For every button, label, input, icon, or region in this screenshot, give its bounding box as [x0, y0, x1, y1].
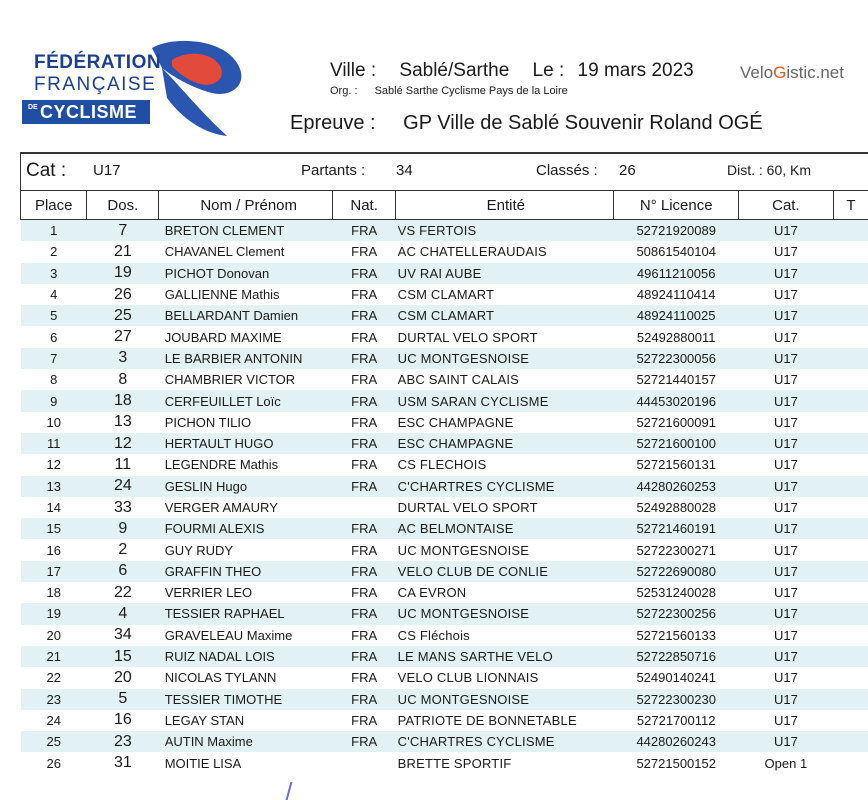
cat-value: U17: [93, 162, 121, 179]
cell-cat: U17: [738, 433, 833, 454]
header-ville-date: [330, 60, 712, 82]
cell-extra: [833, 561, 868, 582]
cell-licence: 52721560133: [614, 625, 739, 646]
table-row: [21, 731, 868, 752]
cell-extra: [833, 518, 868, 539]
cell-cat: U17: [738, 305, 833, 326]
cell-nom: GESLIN Hugo: [159, 476, 333, 497]
cell-cat: U17: [738, 390, 833, 411]
cell-nat: FRA: [333, 561, 396, 582]
table-row: [21, 667, 868, 688]
table-row: [21, 454, 868, 475]
cell-cat: U17: [738, 710, 833, 731]
cell-dos: 24: [87, 476, 159, 497]
cell-place: 15: [21, 518, 87, 539]
cell-dos: 21: [87, 241, 159, 262]
table-row: [21, 476, 868, 497]
cell-extra: [833, 454, 868, 475]
cell-place: 26: [21, 752, 87, 773]
cell-nom: TESSIER TIMOTHE: [159, 689, 333, 710]
ffc-logo: [22, 38, 262, 148]
cell-dos: 8: [87, 369, 159, 390]
cell-entite: VELO CLUB DE CONLIE: [396, 561, 614, 582]
cell-licence: 52722690080: [614, 561, 739, 582]
cell-extra: [833, 582, 868, 603]
cell-extra: [833, 263, 868, 284]
table-row: [21, 412, 868, 433]
cell-nom: BRETON CLEMENT: [159, 220, 333, 242]
cell-dos: 18: [87, 390, 159, 411]
cell-cat: U17: [738, 689, 833, 710]
cell-dos: 25: [87, 305, 159, 326]
cell-licence: 44280260243: [614, 731, 739, 752]
table-row: [21, 326, 868, 347]
epreuve-label: Epreuve :: [290, 112, 376, 134]
cell-extra: [833, 710, 868, 731]
cell-nom: LEGENDRE Mathis: [159, 454, 333, 475]
classes-value: 26: [619, 162, 636, 179]
cell-nat: FRA: [333, 625, 396, 646]
header-org: [330, 85, 582, 97]
cell-cat: U17: [738, 518, 833, 539]
cell-nom: GUY RUDY: [159, 539, 333, 560]
cell-nom: CHAMBRIER VICTOR: [159, 369, 333, 390]
table-row: [21, 539, 868, 560]
cell-nom: HERTAULT HUGO: [159, 433, 333, 454]
cell-nat: FRA: [333, 539, 396, 560]
cell-nat: FRA: [333, 518, 396, 539]
cell-cat: U17: [738, 539, 833, 560]
cell-entite: UC MONTGESNOISE: [396, 603, 614, 624]
cell-extra: [833, 476, 868, 497]
cell-nom: PICHOT Donovan: [159, 263, 333, 284]
table-row: [21, 263, 868, 284]
cell-extra: [833, 305, 868, 326]
cell-entite: UC MONTGESNOISE: [396, 539, 614, 560]
cell-entite: DURTAL VELO SPORT: [396, 326, 614, 347]
cell-nat: FRA: [333, 305, 396, 326]
cell-place: 1: [21, 220, 87, 242]
cell-entite: UV RAI AUBE: [396, 263, 614, 284]
cell-cat: U17: [738, 412, 833, 433]
cell-extra: [833, 220, 868, 242]
cell-place: 4: [21, 284, 87, 305]
cell-nat: FRA: [333, 454, 396, 475]
table-row: [21, 625, 868, 646]
table-row: [21, 603, 868, 624]
cell-entite: LE MANS SARTHE VELO: [396, 646, 614, 667]
cell-nat: FRA: [333, 369, 396, 390]
cell-place: 16: [21, 539, 87, 560]
cell-nat: FRA: [333, 220, 396, 242]
cell-dos: 2: [87, 539, 159, 560]
cell-nom: LE BARBIER ANTONIN: [159, 348, 333, 369]
cell-place: 24: [21, 710, 87, 731]
cell-licence: 52492880011: [614, 326, 739, 347]
cell-nat: FRA: [333, 689, 396, 710]
cell-licence: 52721700112: [614, 710, 739, 731]
cell-nom: CHAVANEL Clement: [159, 241, 333, 262]
cell-entite: VELO CLUB LIONNAIS: [396, 667, 614, 688]
cell-entite: CA EVRON: [396, 582, 614, 603]
col-extra: T: [833, 191, 868, 220]
org-value: Sablé Sarthe Cyclisme Pays de la Loire: [375, 85, 568, 97]
cell-licence: 48924110025: [614, 305, 739, 326]
cell-place: 9: [21, 390, 87, 411]
col-place: Place: [21, 191, 87, 220]
cell-licence: 52721440157: [614, 369, 739, 390]
table-row: [21, 348, 868, 369]
logo-text-cyclisme: CYCLISME: [40, 102, 137, 123]
cell-dos: 31: [87, 752, 159, 773]
cell-licence: 52531240028: [614, 582, 739, 603]
cell-extra: [833, 667, 868, 688]
cell-licence: 52722300056: [614, 348, 739, 369]
cell-entite: UC MONTGESNOISE: [396, 348, 614, 369]
cell-extra: [833, 625, 868, 646]
cell-cat: U17: [738, 369, 833, 390]
cell-dos: 27: [87, 326, 159, 347]
cell-extra: [833, 284, 868, 305]
cell-cat: Open 1: [738, 752, 833, 773]
cell-entite: C'CHARTRES CYCLISME: [396, 476, 614, 497]
cell-cat: U17: [738, 646, 833, 667]
cell-dos: 20: [87, 667, 159, 688]
cell-place: 17: [21, 561, 87, 582]
cell-nom: AUTIN Maxime: [159, 731, 333, 752]
table-row: [21, 433, 868, 454]
cell-place: 22: [21, 667, 87, 688]
cell-nom: GRAFFIN THEO: [159, 561, 333, 582]
col-nom: Nom / Prénom: [159, 191, 333, 220]
cell-nom: JOUBARD MAXIME: [159, 326, 333, 347]
category-bar: [20, 152, 868, 190]
cell-nat: FRA: [333, 582, 396, 603]
cell-nat: FRA: [333, 710, 396, 731]
cell-licence: 52721600100: [614, 433, 739, 454]
cell-dos: 23: [87, 731, 159, 752]
cell-entite: UC MONTGESNOISE: [396, 689, 614, 710]
cell-nom: GALLIENNE Mathis: [159, 284, 333, 305]
logo-text-federation: FÉDÉRATION: [34, 52, 161, 74]
cell-dos: 16: [87, 710, 159, 731]
logo-text-de: DE: [28, 104, 36, 111]
cell-dos: 4: [87, 603, 159, 624]
cell-cat: U17: [738, 625, 833, 646]
cell-entite: USM SARAN CYCLISME: [396, 390, 614, 411]
cell-place: 21: [21, 646, 87, 667]
cell-licence: 52492880028: [614, 497, 739, 518]
cell-cat: U17: [738, 582, 833, 603]
table-row: [21, 561, 868, 582]
cell-entite: C'CHARTRES CYCLISME: [396, 731, 614, 752]
partants-value: 34: [396, 162, 413, 179]
cell-dos: 11: [87, 454, 159, 475]
cell-licence: 52721600091: [614, 412, 739, 433]
cell-extra: [833, 497, 868, 518]
cell-licence: 49611210056: [614, 263, 739, 284]
col-licence: N° Licence: [614, 191, 739, 220]
cell-place: 20: [21, 625, 87, 646]
header-epreuve: [290, 112, 785, 135]
table-row: [21, 710, 868, 731]
cell-nat: FRA: [333, 326, 396, 347]
cat-label: Cat :: [26, 160, 66, 182]
cell-cat: U17: [738, 284, 833, 305]
cell-dos: 15: [87, 646, 159, 667]
cell-licence: 52721920089: [614, 220, 739, 242]
cell-entite: AC BELMONTAISE: [396, 518, 614, 539]
cell-dos: 34: [87, 625, 159, 646]
cell-extra: [833, 390, 868, 411]
cell-cat: U17: [738, 220, 833, 242]
cell-entite: CSM CLAMART: [396, 284, 614, 305]
table-row: [21, 518, 868, 539]
table-row: [21, 220, 868, 242]
cell-licence: 48924110414: [614, 284, 739, 305]
cell-licence: 52722300230: [614, 689, 739, 710]
cell-licence: 52722300271: [614, 539, 739, 560]
partants-label: Partants :: [301, 162, 365, 179]
table-row: [21, 305, 868, 326]
col-cat: Cat.: [738, 191, 833, 220]
cell-extra: [833, 752, 868, 773]
cell-cat: U17: [738, 476, 833, 497]
cell-nat: FRA: [333, 603, 396, 624]
cell-extra: [833, 241, 868, 262]
cell-nat: FRA: [333, 646, 396, 667]
cell-licence: 52490140241: [614, 667, 739, 688]
cell-entite: CSM CLAMART: [396, 305, 614, 326]
cell-licence: 50861540104: [614, 241, 739, 262]
cell-cat: U17: [738, 348, 833, 369]
results-header-row: [21, 191, 868, 220]
cell-nom: GRAVELEAU Maxime: [159, 625, 333, 646]
cell-licence: 44453020196: [614, 390, 739, 411]
cell-nat: FRA: [333, 476, 396, 497]
logo-text-francaise: FRANÇAISE: [34, 74, 156, 96]
cell-nat: [333, 497, 396, 518]
cell-cat: U17: [738, 263, 833, 284]
cell-cat: U17: [738, 241, 833, 262]
cell-entite: AC CHATELLERAUDAIS: [396, 241, 614, 262]
cell-dos: 22: [87, 582, 159, 603]
cell-dos: 3: [87, 348, 159, 369]
cell-place: 19: [21, 603, 87, 624]
cell-entite: ESC CHAMPAGNE: [396, 412, 614, 433]
cell-cat: U17: [738, 454, 833, 475]
cell-extra: [833, 603, 868, 624]
cell-cat: U17: [738, 497, 833, 518]
cell-place: 25: [21, 731, 87, 752]
cell-nom: TESSIER RAPHAEL: [159, 603, 333, 624]
cell-nat: FRA: [333, 241, 396, 262]
epreuve-value: GP Ville de Sablé Souvenir Roland OGÉ: [403, 112, 762, 134]
ville-value: Sablé/Sarthe: [399, 60, 509, 81]
ville-label: Ville :: [330, 60, 376, 81]
cell-extra: [833, 412, 868, 433]
cell-place: 18: [21, 582, 87, 603]
cell-place: 10: [21, 412, 87, 433]
table-row: [21, 390, 868, 411]
cell-dos: 33: [87, 497, 159, 518]
cell-licence: 52721460191: [614, 518, 739, 539]
cell-place: 12: [21, 454, 87, 475]
org-label: Org. :: [330, 85, 358, 97]
cell-extra: [833, 348, 868, 369]
col-entite: Entité: [396, 191, 614, 220]
cell-cat: U17: [738, 326, 833, 347]
cell-licence: 52722850716: [614, 646, 739, 667]
cell-place: 7: [21, 348, 87, 369]
cell-dos: 26: [87, 284, 159, 305]
cell-extra: [833, 731, 868, 752]
cell-extra: [833, 326, 868, 347]
cell-licence: 52721560131: [614, 454, 739, 475]
cell-nat: FRA: [333, 284, 396, 305]
date-value: 19 mars 2023: [578, 60, 694, 81]
table-row: [21, 582, 868, 603]
cell-dos: 9: [87, 518, 159, 539]
cell-nat: FRA: [333, 390, 396, 411]
cell-nat: FRA: [333, 433, 396, 454]
cell-licence: 44280260253: [614, 476, 739, 497]
cell-entite: CS FLECHOIS: [396, 454, 614, 475]
cell-nom: MOITIE LISA: [159, 752, 333, 773]
cell-nom: PICHON TILIO: [159, 412, 333, 433]
velogistic-brand: [740, 63, 844, 83]
brand-part-a: Velo: [740, 63, 773, 82]
cell-entite: ESC CHAMPAGNE: [396, 433, 614, 454]
table-row: [21, 241, 868, 262]
cell-nat: FRA: [333, 263, 396, 284]
table-row: [21, 689, 868, 710]
cell-dos: 19: [87, 263, 159, 284]
cell-cat: U17: [738, 667, 833, 688]
cell-nat: FRA: [333, 731, 396, 752]
cell-nat: FRA: [333, 348, 396, 369]
brand-part-g: G: [773, 63, 786, 82]
table-row: [21, 497, 868, 518]
cell-extra: [833, 646, 868, 667]
cell-place: 23: [21, 689, 87, 710]
pen-mark: [286, 782, 303, 800]
col-nat: Nat.: [333, 191, 396, 220]
cell-entite: DURTAL VELO SPORT: [396, 497, 614, 518]
cell-nom: FOURMI ALEXIS: [159, 518, 333, 539]
table-row: [21, 369, 868, 390]
cell-place: 11: [21, 433, 87, 454]
cell-dos: 13: [87, 412, 159, 433]
cell-dos: 6: [87, 561, 159, 582]
cell-nom: LEGAY STAN: [159, 710, 333, 731]
cell-nom: RUIZ NADAL LOIS: [159, 646, 333, 667]
table-row: [21, 646, 868, 667]
table-row: [21, 284, 868, 305]
cell-extra: [833, 539, 868, 560]
table-row: [21, 752, 868, 773]
cell-nom: CERFEUILLET Loïc: [159, 390, 333, 411]
cell-extra: [833, 369, 868, 390]
cell-extra: [833, 689, 868, 710]
cell-nat: FRA: [333, 667, 396, 688]
results-table: [20, 190, 868, 774]
cell-licence: 52721500152: [614, 752, 739, 773]
cell-place: 13: [21, 476, 87, 497]
cell-extra: [833, 433, 868, 454]
cell-place: 2: [21, 241, 87, 262]
cell-nom: VERGER AMAURY: [159, 497, 333, 518]
date-label: Le :: [533, 60, 565, 81]
brand-part-b: istic.net: [786, 63, 844, 82]
cell-place: 14: [21, 497, 87, 518]
cell-cat: U17: [738, 731, 833, 752]
cell-entite: BRETTE SPORTIF: [396, 752, 614, 773]
cell-dos: 7: [87, 220, 159, 242]
cell-place: 6: [21, 326, 87, 347]
cell-cat: U17: [738, 561, 833, 582]
classes-label: Classés :: [536, 162, 598, 179]
cell-entite: ABC SAINT CALAIS: [396, 369, 614, 390]
cell-entite: CS Fléchois: [396, 625, 614, 646]
cell-place: 5: [21, 305, 87, 326]
cell-dos: 5: [87, 689, 159, 710]
cell-nat: [333, 752, 396, 773]
distance: Dist. : 60, Km: [727, 162, 811, 178]
cell-place: 8: [21, 369, 87, 390]
col-dos: Dos.: [87, 191, 159, 220]
cell-dos: 12: [87, 433, 159, 454]
cell-nom: BELLARDANT Damien: [159, 305, 333, 326]
cell-nom: NICOLAS TYLANN: [159, 667, 333, 688]
cell-entite: VS FERTOIS: [396, 220, 614, 242]
cell-nat: FRA: [333, 412, 396, 433]
cell-place: 3: [21, 263, 87, 284]
cell-licence: 52722300256: [614, 603, 739, 624]
cell-nom: VERRIER LEO: [159, 582, 333, 603]
cell-cat: U17: [738, 603, 833, 624]
cell-entite: PATRIOTE DE BONNETABLE: [396, 710, 614, 731]
